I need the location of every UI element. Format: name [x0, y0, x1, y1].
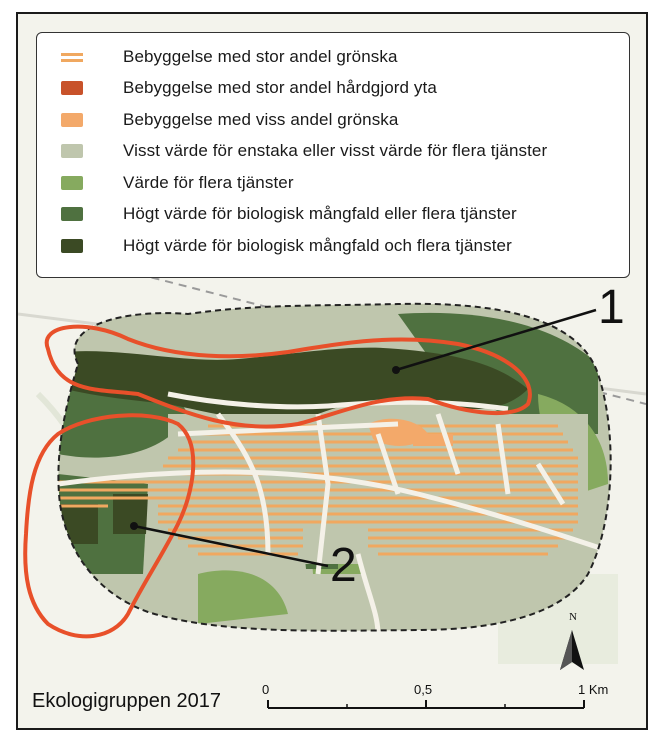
map-frame	[16, 12, 648, 730]
scale-label-half: 0,5	[414, 682, 433, 697]
legend-label: Visst värde för enstaka eller visst värde för flera tjänster	[123, 141, 548, 161]
legend-swatch	[61, 81, 83, 95]
legend-label: Bebyggelse med stor andel hårdgjord yta	[123, 78, 437, 98]
callout-2-dot	[130, 522, 138, 530]
legend-item	[61, 167, 629, 199]
legend-item	[61, 104, 629, 136]
legend-label: Högt värde för biologisk mångfald och flera tjänster	[123, 235, 512, 255]
legend-swatch	[61, 144, 83, 158]
legend-item	[61, 136, 629, 168]
legend-swatch	[61, 239, 83, 253]
legend-label: Högt värde för biologisk mångfald eller flera tjänster	[123, 204, 517, 224]
map-legend	[36, 32, 630, 278]
legend-label: Bebyggelse med viss andel grönska	[123, 109, 399, 129]
legend-label: Värde för flera tjänster	[123, 172, 294, 192]
legend-swatch	[61, 113, 83, 127]
north-label: N	[569, 611, 577, 623]
legend-item	[61, 73, 629, 105]
callout-1-dot	[392, 366, 400, 374]
legend-label: Bebyggelse med stor andel grönska	[123, 46, 398, 66]
legend-item	[61, 41, 629, 73]
callout-number-1: 1	[598, 281, 625, 334]
legend-swatch	[61, 207, 83, 221]
credit-text: Ekologigruppen 2017	[32, 690, 222, 712]
legend-swatch-stripes	[61, 50, 83, 64]
legend-item	[61, 199, 629, 231]
legend-swatch	[61, 176, 83, 190]
legend-item	[61, 230, 629, 262]
scale-label-1km: 1 Km	[578, 682, 609, 697]
callout-number-2: 2	[330, 539, 357, 592]
scale-label-0: 0	[262, 682, 270, 697]
